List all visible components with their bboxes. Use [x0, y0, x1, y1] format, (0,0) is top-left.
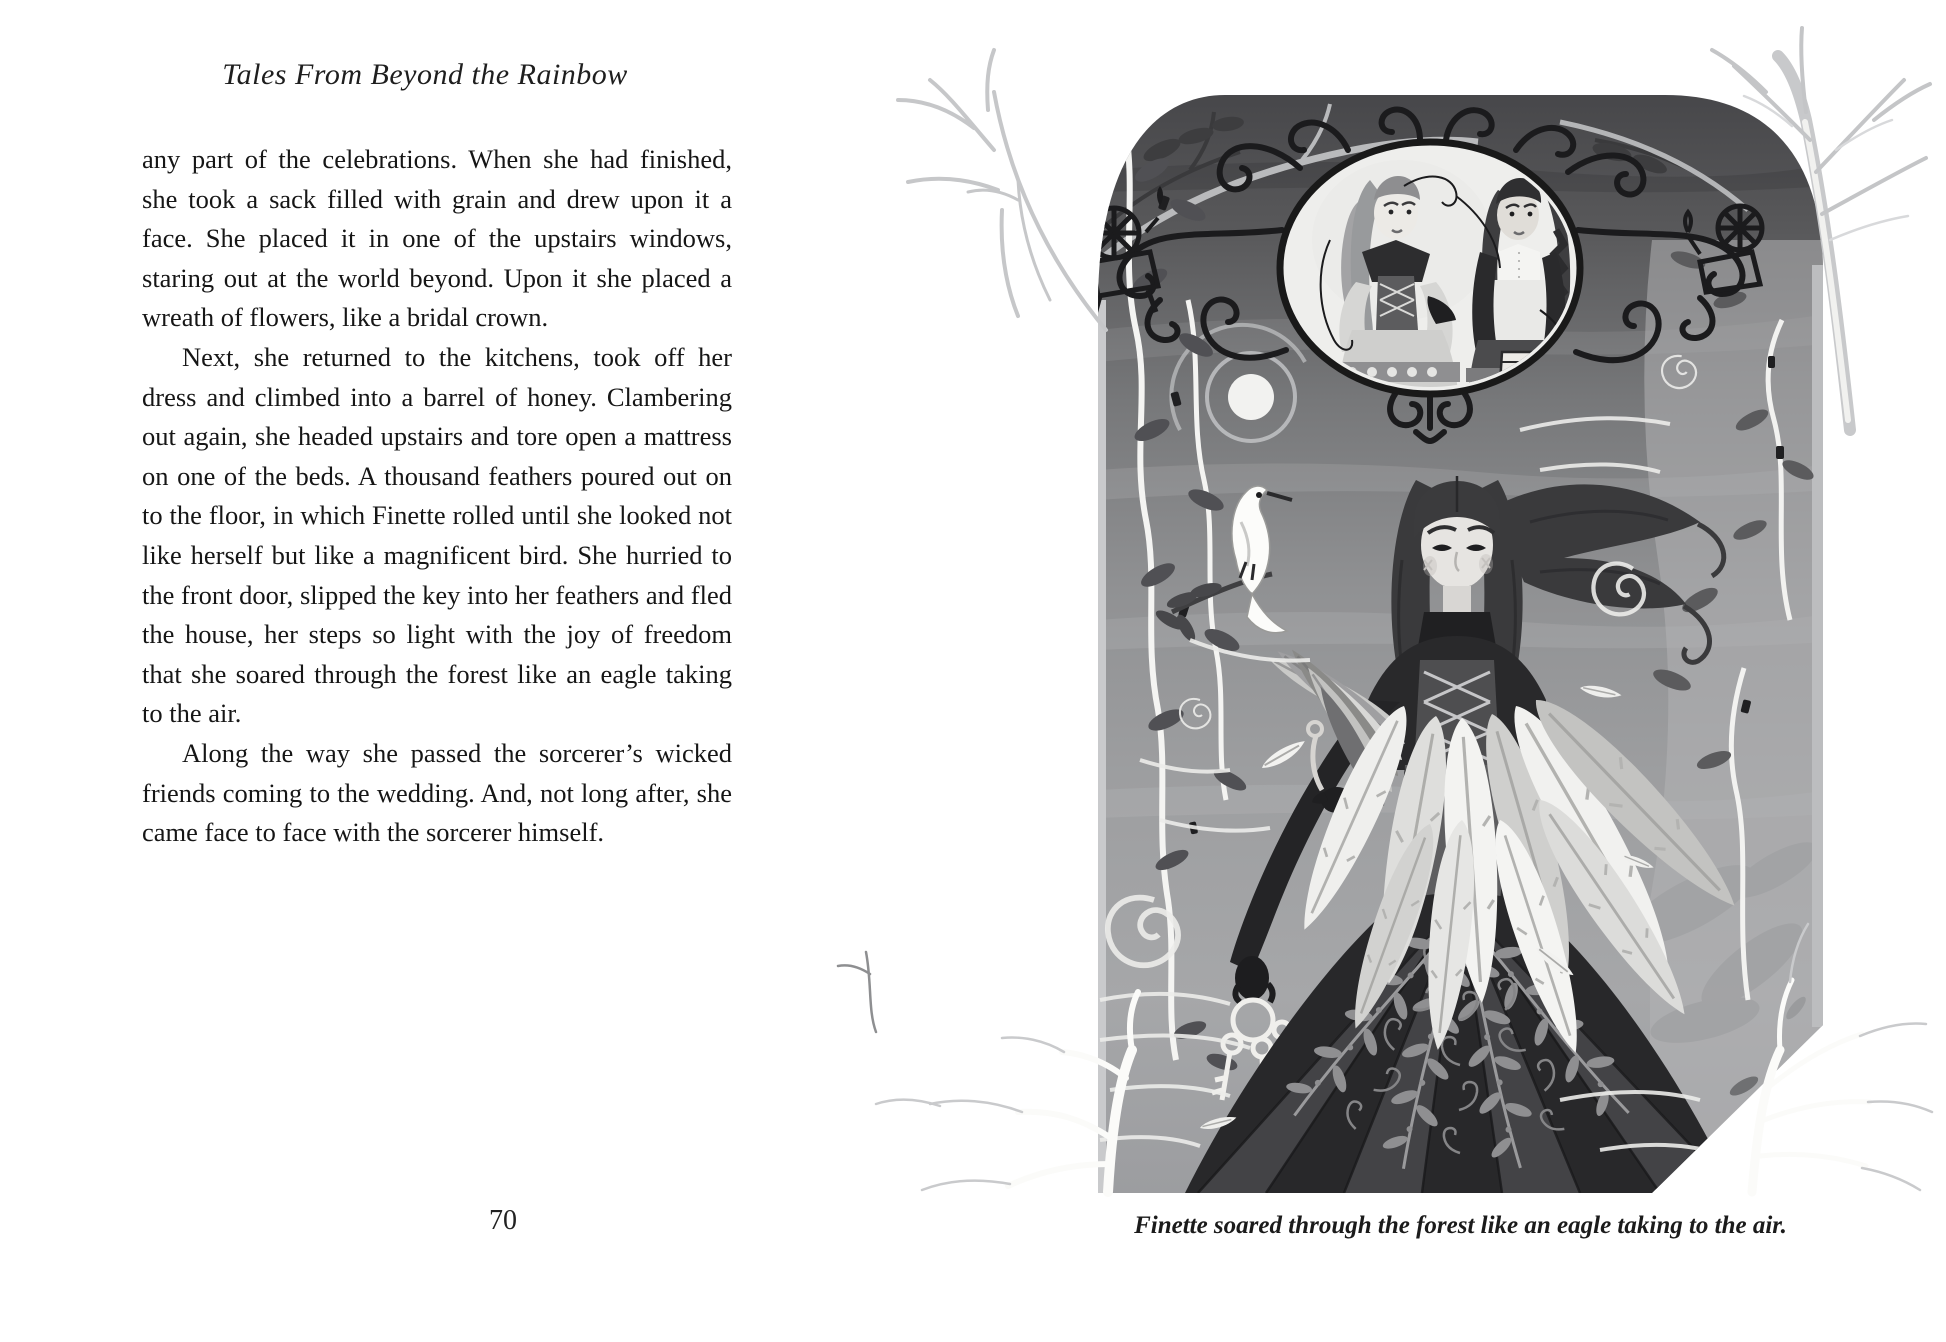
paragraph: any part of the celebrations. When she had finished, she took a sack filled with grain and drew upon it a face. She placed it in one of the upstairs windows, staring out at the world beyond. Upon it she placed a wreath of flowers, like a bridal crown.	[142, 144, 732, 333]
paragraph: Next, she returned to the kitchens, took off her dress and climbed into a barrel of honey. Clambering out again, she headed upstairs and tore open a mattress on one of the beds. A thousand feathers poured out on to the floor, in which Finette rolled until she looked not like herself but like a magnificent bird. She hurried to the front door, slipped the key into her feathers and fled the house, her steps so light with the joy of freedom that she soared through the forest like an eagle taking to the air.	[142, 341, 732, 729]
illustration-caption: Finette soared through the forest like an eagle taking to the air.	[1134, 1212, 1787, 1239]
bare-branches-top-left	[898, 50, 1106, 330]
page-number: 70	[489, 1205, 517, 1236]
coral-branches-bottom-left	[838, 952, 1138, 1192]
paragraph: Along the way she passed the sorcerer’s wicked friends coming to the wedding. And, not long after, she came face to face with the sorcerer himself.	[142, 737, 732, 848]
illustration-panel	[838, 28, 1932, 1193]
running-head: Tales From Beyond the Rainbow	[222, 58, 628, 91]
